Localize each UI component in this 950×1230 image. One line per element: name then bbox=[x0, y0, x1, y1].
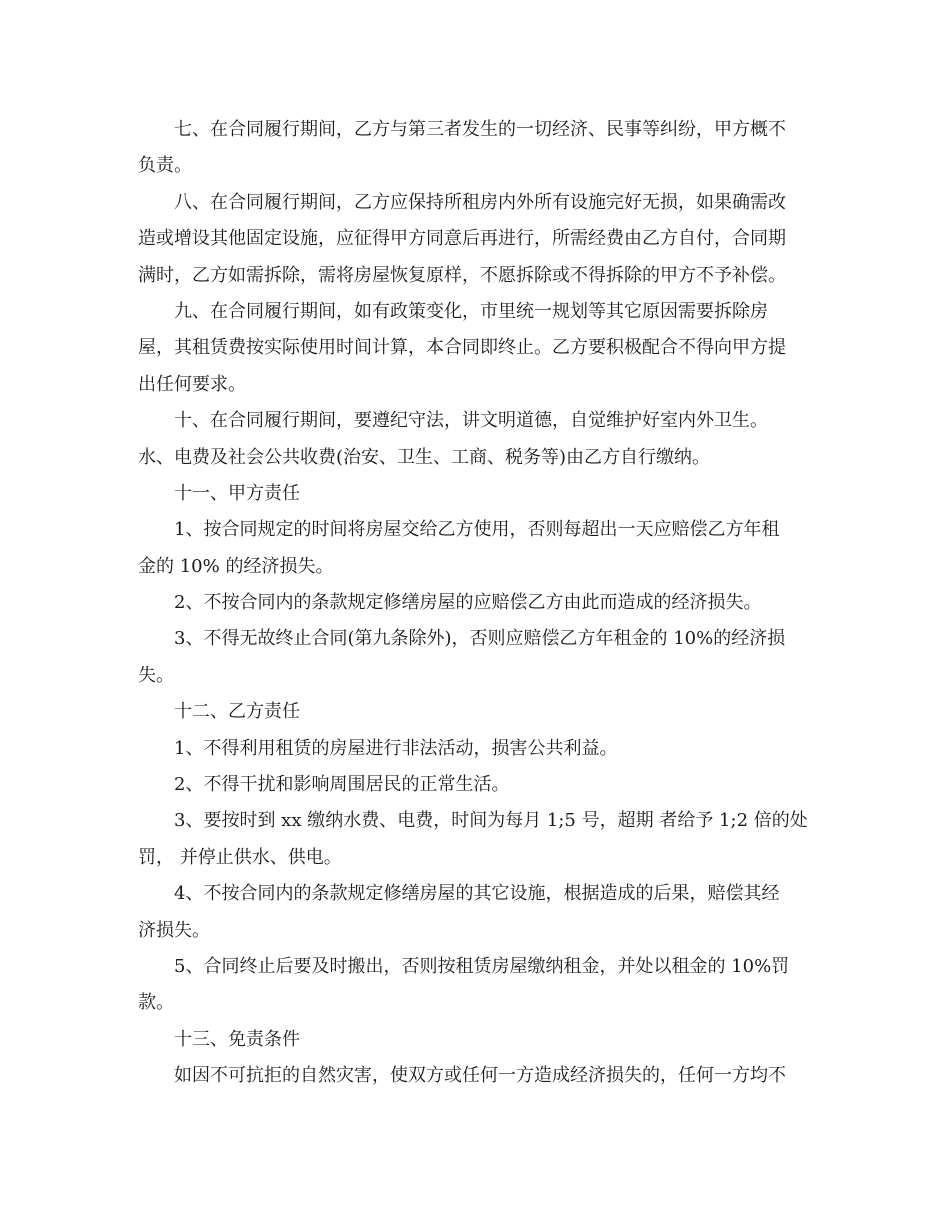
text-line: 八、在合同履行期间，乙方应保持所租房内外所有设施完好无损，如果确需改 bbox=[174, 191, 786, 213]
text-line: 出任何要求。 bbox=[138, 373, 246, 395]
text-line: 十一、甲方责任 bbox=[174, 482, 300, 504]
text-line: 屋，其租赁费按实际使用时间计算，本合同即终止。乙方要积极配合不得向甲方提 bbox=[138, 337, 786, 359]
text-line: 3、要按时到 xx 缴纳水费、电费，时间为每月 1;5 号，超期 者给予 1;2 倍的处 bbox=[174, 810, 808, 832]
text-line: 济损失。 bbox=[138, 919, 210, 941]
text-line: 满时，乙方如需拆除，需将房屋恢复原样，不愿拆除或不得拆除的甲方不予补偿。 bbox=[138, 264, 786, 286]
text-line: 1、按合同规定的时间将房屋交给乙方使用，否则每超出一天应赔偿乙方年租 bbox=[174, 519, 780, 541]
text-line: 4、不按合同内的条款规定修缮房屋的其它设施，根据造成的后果，赔偿其经 bbox=[174, 883, 780, 905]
text-line: 款。 bbox=[138, 992, 174, 1014]
text-line: 罚， 并停止供水、供电。 bbox=[138, 846, 342, 868]
document-body bbox=[138, 112, 818, 1095]
text-line: 失。 bbox=[138, 664, 174, 686]
text-line: 水、电费及社会公共收费(治安、卫生、工商、税务等)由乙方自行缴纳。 bbox=[138, 446, 711, 468]
text-line: 2、不得干扰和影响周围居民的正常生活。 bbox=[174, 774, 510, 796]
text-line: 负责。 bbox=[138, 155, 192, 177]
text-line: 十、在合同履行期间，要遵纪守法，讲文明道德，自觉维护好室内外卫生。 bbox=[174, 410, 768, 432]
text-line: 九、在合同履行期间，如有政策变化，市里统一规划等其它原因需要拆除房 bbox=[174, 300, 768, 322]
text-line: 1、不得利用租赁的房屋进行非法活动，损害公共利益。 bbox=[174, 737, 618, 759]
text-line: 5、合同终止后要及时搬出，否则按租赁房屋缴纳租金，并处以租金的 10%罚 bbox=[174, 955, 790, 977]
text-line: 3、不得无故终止合同(第九条除外)，否则应赔偿乙方年租金的 10%的经济损 bbox=[174, 628, 786, 650]
text-line: 十二、乙方责任 bbox=[174, 701, 300, 723]
text-line: 十三、免责条件 bbox=[174, 1028, 300, 1050]
text-line: 金的 10% 的经济损失。 bbox=[138, 555, 334, 577]
text-line: 七、在合同履行期间，乙方与第三者发生的一切经济、民事等纠纷，甲方概不 bbox=[174, 119, 786, 140]
text-line: 造或增设其他固定设施，应征得甲方同意后再进行，所需经费由乙方自付，合同期 bbox=[138, 228, 786, 250]
text-line: 如因不可抗拒的自然灾害，使双方或任何一方造成经济损失的，任何一方均不 bbox=[174, 1065, 786, 1087]
text-line: 2、不按合同内的条款规定修缮房屋的应赔偿乙方由此而造成的经济损失。 bbox=[174, 592, 762, 614]
